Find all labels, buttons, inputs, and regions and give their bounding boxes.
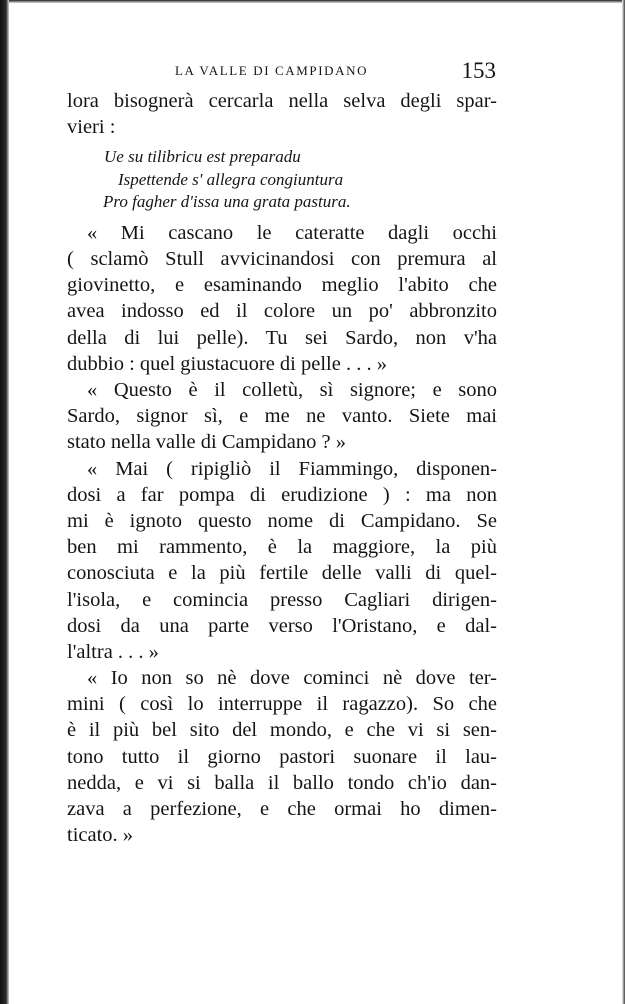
page-top-shadow (9, 0, 625, 3)
text-line: nedda, e vi si balla il ballo tondo ch'io dan- (67, 771, 497, 794)
verse-line: Ue su tilibricu est preparadu (104, 147, 301, 167)
text-line: « Io non so nè dove cominci nè dove ter- (87, 667, 497, 690)
text-line: l'altra . . . » (67, 640, 159, 663)
text-line: vieri : (67, 116, 116, 139)
text-line: è il più bel sito del mondo, e che vi si sen- (67, 719, 497, 742)
text-line: dubbio : quel giustacuore di pelle . . . » (67, 352, 387, 375)
verse-quotation (67, 146, 497, 214)
text-line: mini ( così lo interruppe il ragazzo). So che (67, 693, 497, 716)
text-line: « Mi cascano le cateratte dagli occhi (87, 221, 497, 244)
verse-line: Pro fagher d'issa una grata pastura. (103, 192, 351, 212)
text-line: dosi da una parte verso l'Oristano, e dal- (67, 614, 497, 637)
text-line: mi è ignoto questo nome di Campidano. Se (67, 509, 497, 532)
text-line: « Mai ( ripigliò il Fiammingo, disponen- (87, 457, 497, 480)
text-line: lora bisognerà cercarla nella selva degli spar- (67, 90, 497, 112)
book-page (67, 58, 497, 848)
running-title: LA VALLE DI CAMPIDANO (175, 63, 369, 78)
page-edge-shadow (0, 0, 9, 1004)
text-line: dosi a far pompa di erudizione ) : ma non (67, 483, 497, 506)
text-line: tono tutto il giorno pastori suonare il lau- (67, 745, 497, 768)
text-line: conosciuta e la più fertile delle valli di quel- (67, 562, 497, 585)
page-number: 153 (461, 58, 496, 83)
text-line: ( sclamò Stull avvicinandosi con premura al (67, 248, 497, 271)
verse-line: Ispettende s' allegra congiuntura (118, 169, 344, 189)
text-line: ben mi rammento, è la maggiore, la più (67, 536, 497, 559)
text-line: avea indosso ed il colore un po' abbronzito (67, 300, 497, 323)
text-line: giovinetto, e esaminando meglio l'abito che (67, 274, 497, 297)
text-line: stato nella valle di Campidano ? » (67, 431, 346, 454)
text-line: Sardo, signor sì, e me ne vanto. Siete mai (67, 405, 497, 428)
page-text (67, 88, 497, 848)
text-line: l'isola, e comincia presso Cagliari dirigen- (67, 588, 497, 611)
text-line: della di lui pelle). Tu sei Sardo, non v'ha (67, 326, 497, 349)
text-line: ticato. » (67, 824, 134, 847)
text-line: zava a perfezione, e che ormai ho dimen- (67, 798, 497, 820)
running-head (67, 58, 497, 88)
text-line: « Questo è il colletù, sì signore; e sono (87, 379, 497, 401)
